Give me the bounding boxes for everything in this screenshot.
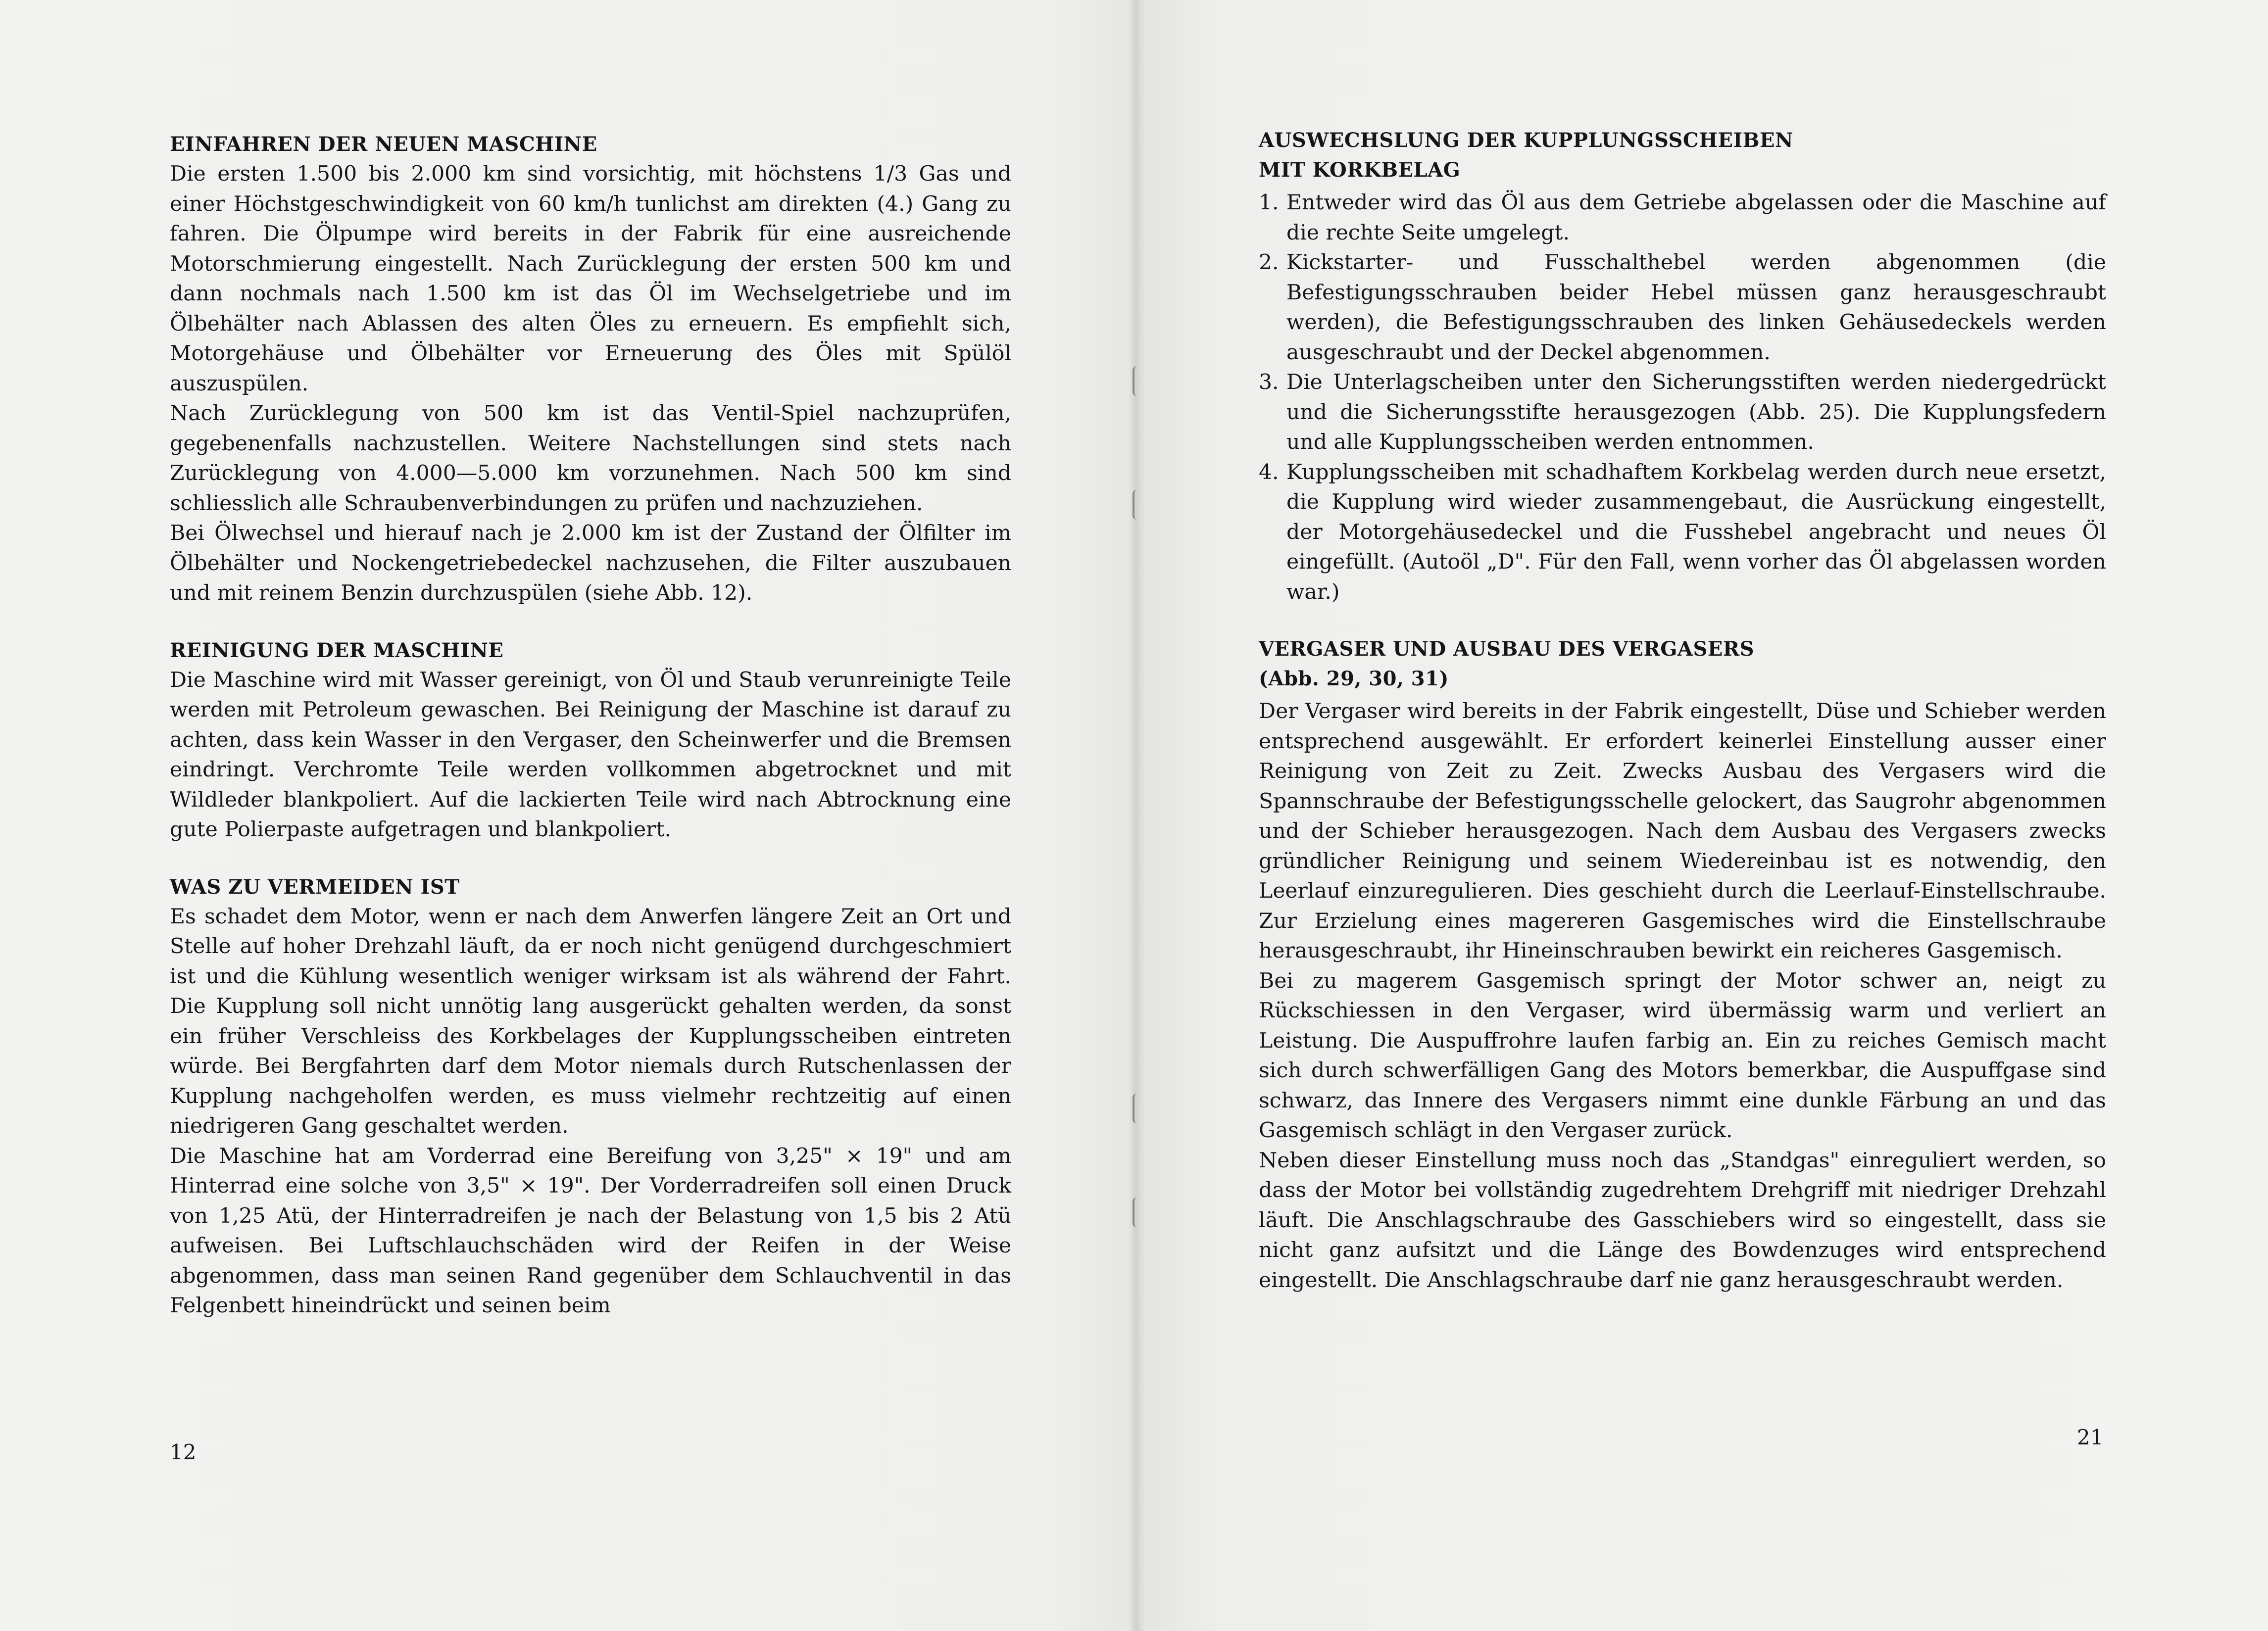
list-number: 2.	[1259, 250, 1279, 275]
list-number: 3.	[1259, 370, 1279, 394]
section-heading: REINIGUNG DER MASCHINE	[170, 638, 504, 662]
page-number: 21	[2077, 1425, 2104, 1449]
paragraph: Die Maschine hat am Vorderrad eine Bereifung von 3,25" × 19" und am Hinterrad eine solche von 3,5" × 19". Der Vorderradreifen soll einen Druck von 1,25 Atü, der Hinterradreifen je nach der Belastung von 1,5 bis 2 Atü aufweisen. Bei Luftschlauchschäden wird der Reifen in der Weise abgenommen, dass man seinen Rand gegenüber dem Schlauchventil in das Felgenbett hineindrückt und seinen beim	[170, 1144, 1011, 1318]
section-heading: EINFAHREN DER NEUEN MASCHINE	[170, 133, 597, 156]
paragraph: Die Maschine wird mit Wasser gereinigt, von Öl und Staub verunreinigte Teile werden mit Petroleum gewaschen. Bei Reinigung der Maschine ist darauf zu achten, dass kein Wasser in den Vergaser, den Scheinwerfer und die Bremsen eindringt. Verchromte Teile werden vollkommen abgetrocknet und mit Wildleder blankpoliert. Auf die lackierten Teile wird nach Abtrocknung eine gute Polierpaste aufgetragen und blankpoliert.	[170, 668, 1011, 842]
numbered-list	[1259, 188, 2106, 607]
section-einfahren	[170, 130, 1011, 609]
right-page-text	[1259, 126, 2106, 1323]
paragraph: Der Vergaser wird bereits in der Fabrik eingestellt, Düse und Schieber werden entsprechend ausgewählt. Er erfordert keinerlei Einstellung ausser einer Reinigung von Zeit zu Zeit. Zwecks Ausbau des Vergasers wird die Spannschraube der Befestigungsschelle gelockert, das Saugrohr abgenommen und der Schieber herausgezogen. Nach dem Ausbau des Vergasers zwecks gründlicher Reinigung und seinem Wiedereinbau ist es notwendig, den Leerlauf einzuregulieren. Dies geschieht durch die Leerlauf-Einstellschraube. Zur Erzielung eines magereren Gasgemisches wird die Einstellschraube herausgeschraubt, ihr Hineinschrauben bewirkt ein reicheres Gasgemisch.	[1259, 699, 2106, 963]
list-text: Kickstarter- und Fusschalthebel werden abgenommen (die Befestigungsschrauben beider Hebel müssen ganz herausgeschraubt werden), die Befestigungsschrauben des linken Gehäusedeckels werden ausgeschraubt und der Deckel abgenommen.	[1286, 250, 2106, 365]
left-page-text	[170, 130, 1011, 1348]
section-vergaser	[1259, 634, 2106, 1295]
staple	[1133, 1198, 1142, 1227]
list-number: 4.	[1259, 460, 1279, 484]
paragraph: Bei zu magerem Gasgemisch springt der Motor schwer an, neigt zu Rückschiessen in den Vergaser, wird übermässig warm und verliert an Leistung. Die Auspuffrohre laufen farbig an. Ein zu reiches Gemisch macht sich durch schwerfälligen Gang des Motors bemerkbar, die Auspuffgase sind schwarz, das Innere des Vergasers nimmt eine dunkle Färbung an und das Gasgemisch schlägt in den Vergaser zurück.	[1259, 968, 2106, 1143]
list-number: 1.	[1259, 191, 1279, 215]
paragraph: Bei Ölwechsel und hierauf nach je 2.000 km ist der Zustand der Ölfilter im Ölbehälter und Nockengetriebedeckel nachzusehen, die Filter auszubauen und mit reinem Benzin durchzuspülen (siehe Abb. 12).	[170, 521, 1011, 605]
section-reinigung	[170, 636, 1011, 845]
paragraph: Neben dieser Einstellung muss noch das „Standgas" einreguliert werden, so dass der Motor bei vollständig zugedrehtem Drehgriff mit niedriger Drehzahl läuft. Die Anschlagschraube des Gasschiebers wird so eingestellt, dass sie nicht ganz aufsitzt und die Länge des Bowdenzuges wird entsprechend eingestellt. Die Anschlagschraube darf nie ganz herausgeschraubt werden.	[1259, 1148, 2106, 1293]
paragraph: Die ersten 1.500 bis 2.000 km sind vorsichtig, mit höchstens 1/3 Gas und einer Höchstgeschwindigkeit von 60 km/h tunlichst am direkten (4.) Gang zu fahren. Die Ölpumpe wird bereits in der Fabrik für eine ausreichende Motorschmierung eingestellt. Nach Zurücklegung der ersten 500 km und dann nochmals nach 1.500 km ist das Öl im Wechselgetriebe und im Ölbehälter nach Ablassen des alten Öles zu erneuern. Es empfiehlt sich, Motorgehäuse und Ölbehälter vor Erneuerung des Öles mit Spülöl auszuspülen.	[170, 162, 1011, 396]
list-text: Die Unterlagscheiben unter den Sicherungsstiften werden niedergedrückt und die Sicherungsstifte herausgezogen (Abb. 25). Die Kupplungsfedern und alle Kupplungsscheiben werden entnommen.	[1286, 370, 2106, 454]
staple	[1133, 1094, 1142, 1123]
staple	[1133, 366, 1142, 396]
page-number: 12	[170, 1440, 197, 1464]
section-heading: VERGASER UND AUSBAU DES VERGASERS	[1259, 637, 1754, 661]
section-kupplungsscheiben	[1259, 126, 2106, 607]
section-heading-line2: MIT KORKBELAG	[1259, 158, 1461, 182]
section-vermeiden	[170, 872, 1011, 1321]
section-heading: AUSWECHSLUNG DER KUPPLUNGSSCHEIBEN	[1259, 129, 1794, 152]
list-item	[1259, 368, 2106, 458]
section-heading: WAS ZU VERMEIDEN IST	[170, 875, 460, 899]
list-text: Kupplungsscheiben mit schadhaftem Korkbelag werden durch neue ersetzt, die Kupplung wird wieder zusammengebaut, die Ausrückung eingestellt, der Motorgehäusedeckel und die Fusshebel angebracht und neues Öl eingefüllt. (Autoöl „D". Für den Fall, wenn vorher das Öl abgelassen worden war.)	[1286, 460, 2106, 604]
list-item	[1259, 188, 2106, 248]
list-item	[1259, 248, 2106, 368]
paragraph: Es schadet dem Motor, wenn er nach dem Anwerfen längere Zeit an Ort und Stelle auf hoher Drehzahl läuft, da er noch nicht genügend durchgeschmiert ist und die Kühlung wesentlich weniger wirksam ist als während der Fahrt. Die Kupplung soll nicht unnötig lang ausgerückt gehalten werden, da sonst ein früher Verschleiss des Korkbelages der Kupplungsscheiben eintreten würde. Bei Bergfahrten darf dem Motor niemals durch Rutschenlassen der Kupplung nachgeholfen werden, es muss vielmehr rechtzeitig auf einen niedrigeren Gang geschaltet werden.	[170, 904, 1011, 1138]
section-heading-line2: (Abb. 29, 30, 31)	[1259, 667, 1449, 690]
staple	[1133, 490, 1142, 520]
list-item	[1259, 458, 2106, 608]
binding-gutter	[1128, 0, 1147, 1631]
paragraph: Nach Zurücklegung von 500 km ist das Ventil-Spiel nachzuprüfen, gegebenenfalls nachzustellen. Weitere Nachstellungen sind stets nach Zurücklegung von 4.000—5.000 km vorzunehmen. Nach 500 km sind schliesslich alle Schraubenverbindungen zu prüfen und nachzuziehen.	[170, 401, 1011, 516]
list-text: Entweder wird das Öl aus dem Getriebe abgelassen oder die Maschine auf die rechte Seite umgelegt.	[1286, 191, 2106, 245]
